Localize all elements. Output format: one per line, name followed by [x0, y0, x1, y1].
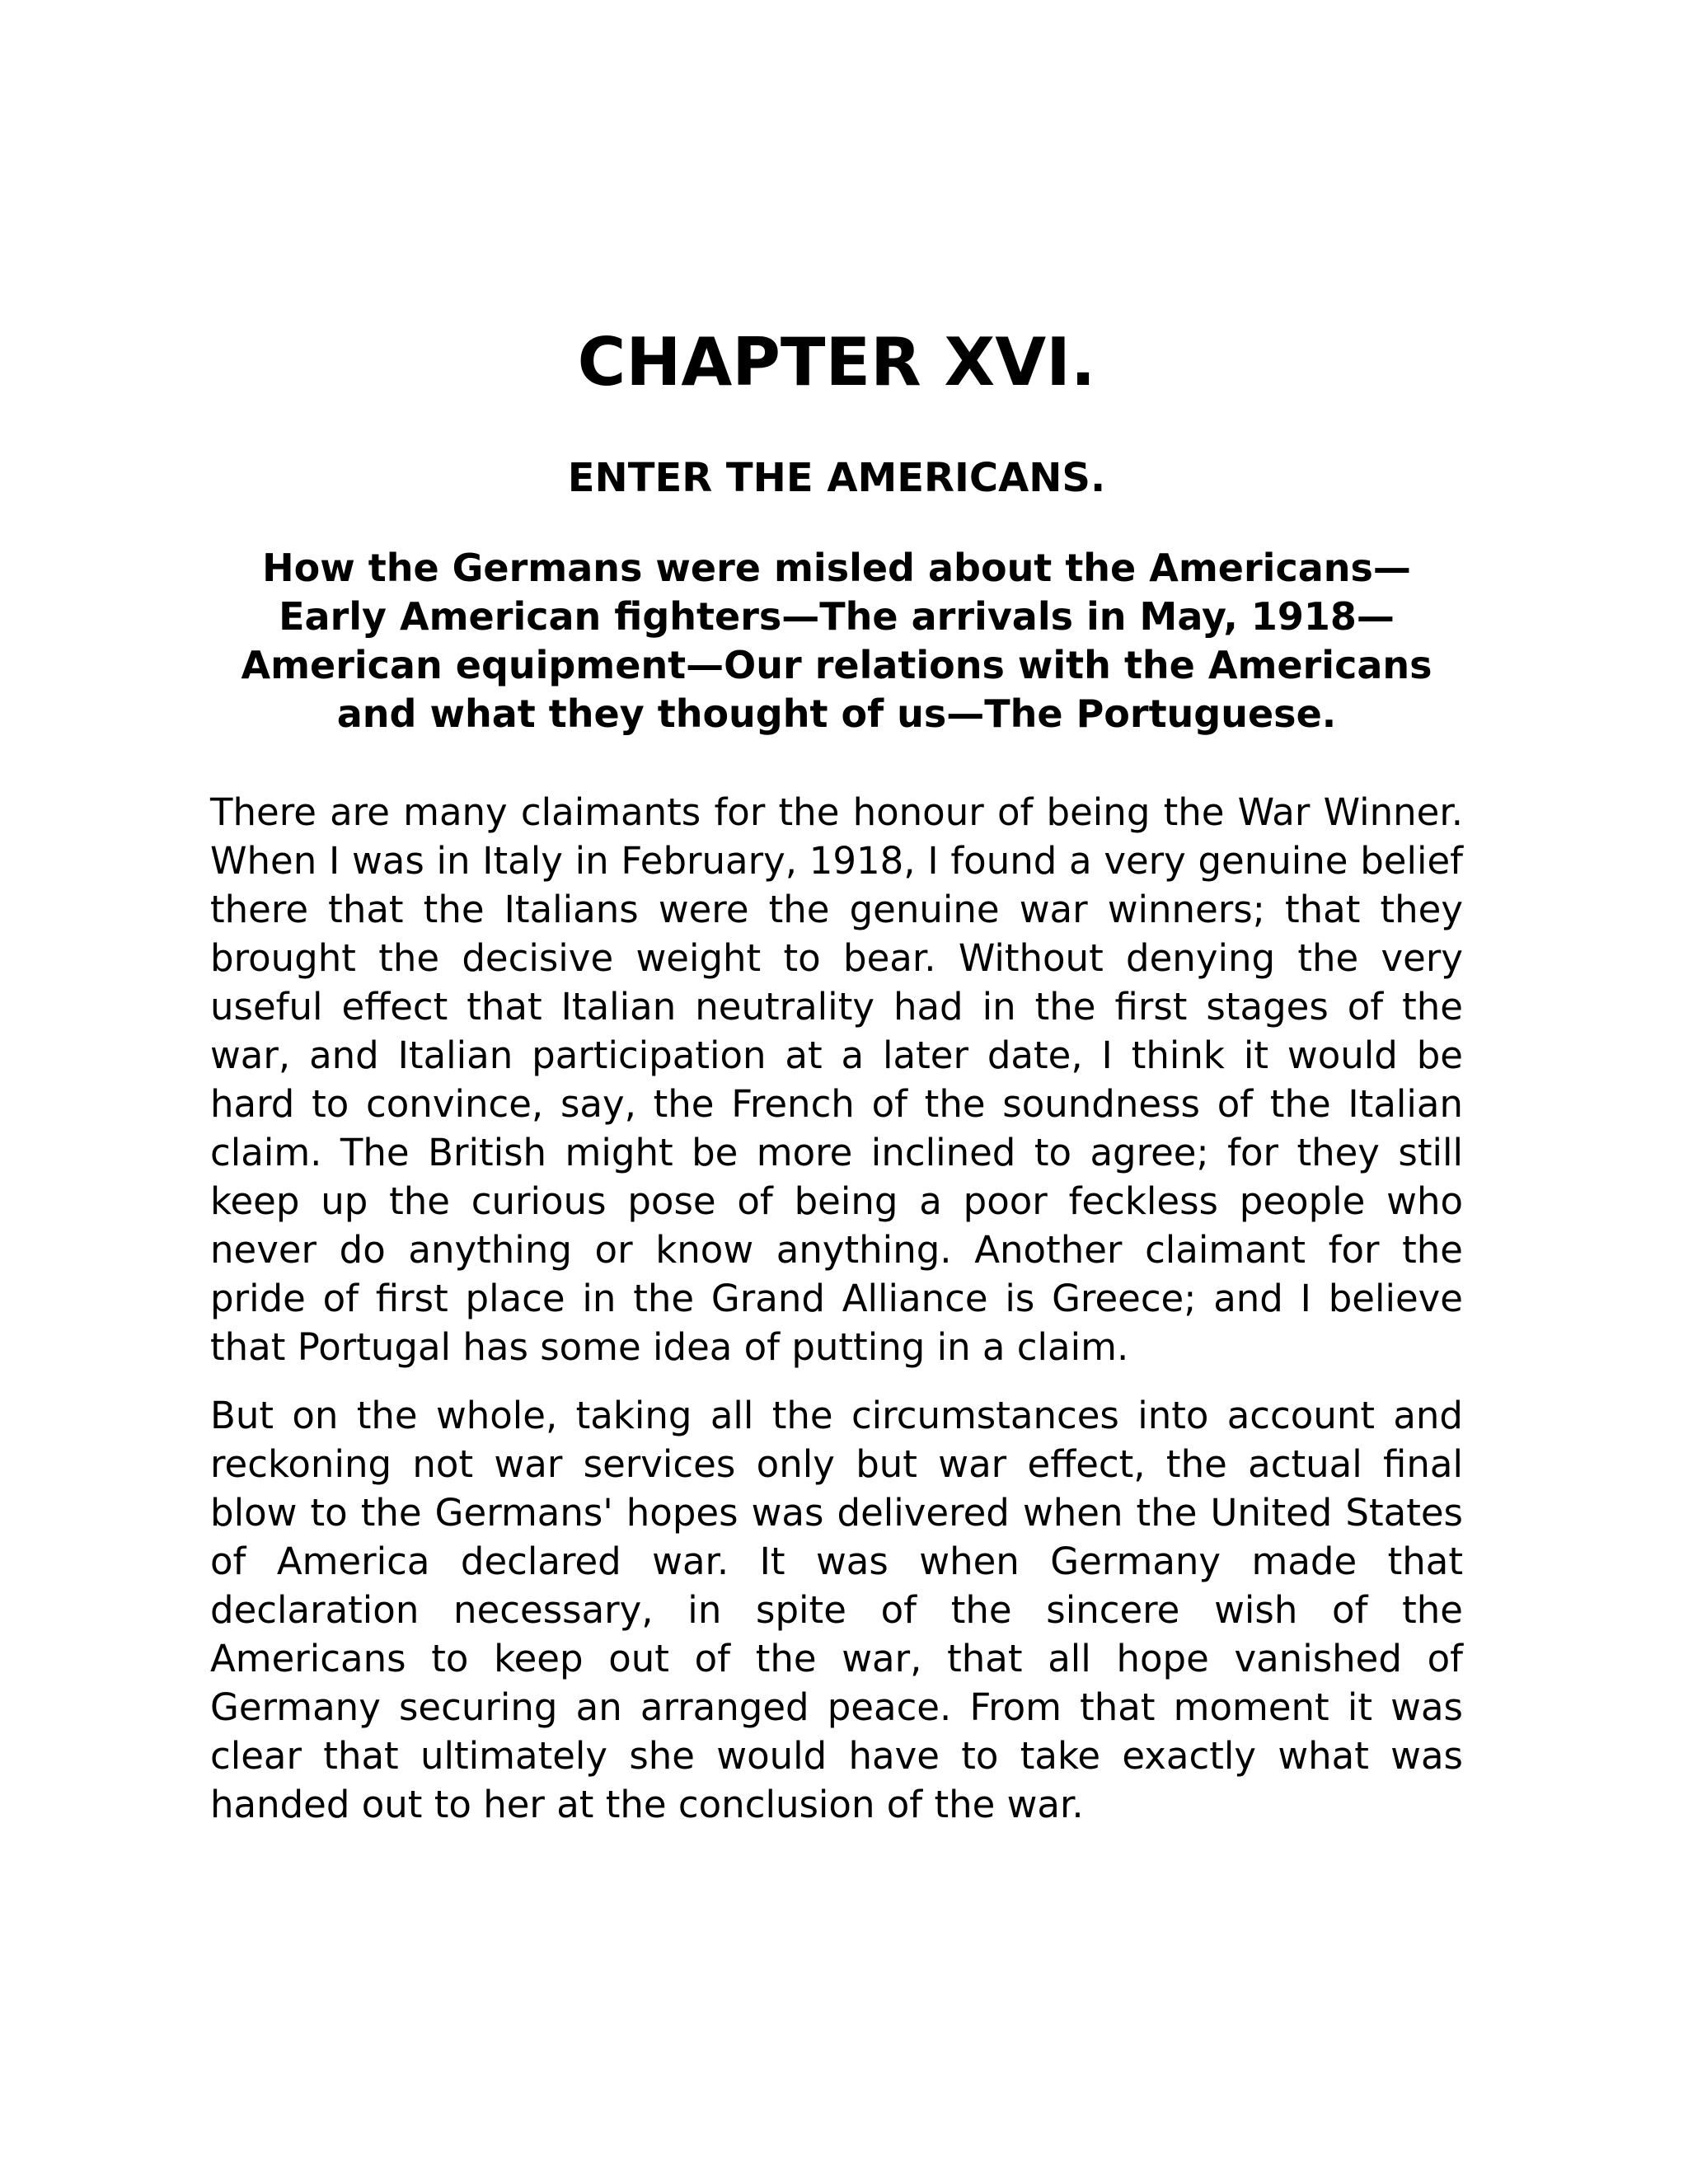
body-paragraph-2: But on the whole, taking all the circumstances into account and reckoning not war services only but war effect, the actual final blow to the Germans' hopes was delivered when the United States of America declared war. It was when Germany made that declaration necessary, in spite of the sincere wish of the Americans to keep out of the war, that all hope vanished of Germany securing an arranged peace. From that moment it was clear that ultimately she would have to take exactly what was handed out to her at the conclusion of the war. [210, 1394, 1463, 1826]
chapter-title: CHAPTER XVI. [577, 324, 1096, 401]
chapter-summary: How the Germans were misled about the Americans—Early American fighters—The arrivals in May, 1918—American equipment—Our relations with the Americans and what they thought of us—The Portuguese. [241, 546, 1432, 736]
chapter-subtitle: ENTER THE AMERICANS. [567, 455, 1106, 501]
document-page [210, 313, 1463, 1829]
body-paragraph-1: There are many claimants for the honour of being the War Winner. When I was in Italy in February, 1918, I found a very genuine belief there that the Italians were the genuine war winners; that they brought the decisive weight to bear. Without denying the very useful effect that Italian neutrality had in the first stages of the war, and Italian participation at a later date, I think it would be hard to convince, say, the French of the soundness of the Italian claim. The British might be more inclined to agree; for they still keep up the curious pose of being a poor feckless people who never do anything or know anything. Another claimant for the pride of first place in the Grand Alliance is Greece; and I believe that Portugal has some idea of putting in a claim. [210, 790, 1463, 1369]
